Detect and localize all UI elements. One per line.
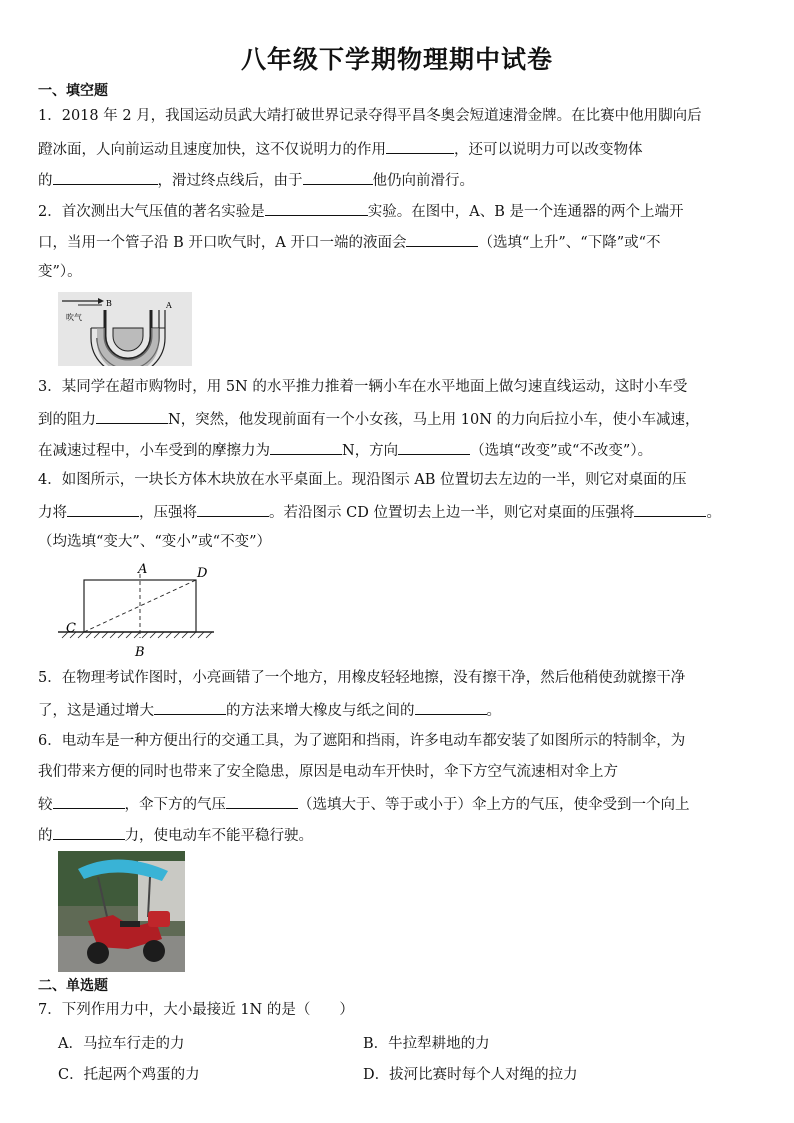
- scooter-seat: [120, 921, 140, 927]
- q1-text: 他仍向前滑行。: [372, 173, 474, 189]
- q4-text: 。: [706, 505, 721, 521]
- q4-text: 。若沿图示 CD 位置切去上边一半，则它对桌面的压强将: [269, 505, 635, 521]
- q5-text: 的方法来增大橡皮与纸之间的: [226, 703, 415, 719]
- q3-text: N，方向: [342, 443, 399, 459]
- q3-text: 在减速过程中，小车受到的摩擦力为: [38, 443, 270, 459]
- q3-blank-2[interactable]: [270, 439, 342, 455]
- q3-line-2: [38, 408, 700, 430]
- q4-line-3: （均选填“变大”、“变小”或“不变”）: [38, 534, 271, 550]
- q4-blank-1[interactable]: [67, 501, 139, 517]
- q3-line-3: [38, 439, 652, 461]
- page-title: 八年级下学期物理期中试卷: [240, 45, 553, 74]
- section-single-choice: 二、单选题: [38, 978, 108, 994]
- q2-line-3: 变”）。: [38, 264, 82, 280]
- q6-text: 的: [38, 828, 53, 844]
- q2-text: 2．首次测出大气压值的著名实验是: [38, 204, 265, 220]
- q7-option-b[interactable]: B．牛拉犁耕地的力: [363, 1036, 490, 1052]
- q4-blank-2[interactable]: [197, 501, 269, 517]
- q1-line-1: 1．2018 年 2 月，我国运动员武大靖打破世界记录夺得平昌冬奥会短道速滑金牌。在比赛中他用脚向后: [38, 108, 702, 124]
- q4-blank-3[interactable]: [634, 501, 706, 517]
- q2-text: （选填“上升”、“下降”或“不: [478, 235, 661, 251]
- q2-line-2: [38, 231, 661, 253]
- q3-blank-1[interactable]: [96, 408, 168, 424]
- q6-line-1: 6．电动车是一种方便出行的交通工具，为了遮阳和挡雨，许多电动车都安装了如图所示的特制伞，为: [38, 733, 686, 749]
- q5-blank-1[interactable]: [154, 699, 226, 715]
- q3-text: 到的阻力: [38, 412, 96, 428]
- q1-blank-3[interactable]: [303, 169, 373, 185]
- scooter-top-box: [148, 911, 170, 927]
- q4-line-1: 4．如图所示，一块长方体木块放在水平桌面上。现沿图示 AB 位置切去左边的一半，则它对桌面的压: [38, 472, 687, 488]
- q1-line-3: [38, 169, 474, 191]
- block-figure: [58, 560, 218, 660]
- q7-stem: 7．下列作用力中，大小最接近 1N 的是（ ）: [38, 1002, 354, 1018]
- q5-line-1: 5．在物理考试作图时，小亮画错了一个地方，用橡皮轻轻地擦，没有擦干净，然后他稍使劲就擦干净: [38, 670, 686, 686]
- opening-a-label: A: [166, 301, 172, 310]
- q1-blank-1[interactable]: [386, 138, 454, 154]
- q6-text: 力，使电动车不能平稳行驶。: [124, 828, 313, 844]
- q4-text: ，压强将: [139, 505, 197, 521]
- q5-text: 。: [486, 703, 501, 719]
- q6-line-4: [38, 824, 313, 846]
- q4-line-2: [38, 501, 721, 523]
- label-a: A: [138, 562, 148, 577]
- opening-b-label: B: [106, 299, 112, 308]
- q3-text: N，突然，他发现前面有一个小女孩，马上用 10N 的力向后拉小车，使小车减速，: [168, 412, 700, 428]
- q2-text: 口，当用一个管子沿 B 开口吹气时，A 开口一端的液面会: [38, 235, 407, 251]
- blow-label: 吹气: [66, 313, 82, 322]
- scooter-umbrella-photo: [58, 851, 185, 972]
- q2-line-1: [38, 200, 683, 222]
- q7-option-c[interactable]: C．托起两个鸡蛋的力: [58, 1067, 200, 1083]
- q4-text: 力将: [38, 505, 67, 521]
- q3-line-1: 3．某同学在超市购物时，用 5N 的水平推力推着一辆小车在水平地面上做匀速直线运动，这时小车受: [38, 379, 688, 395]
- q5-blank-2[interactable]: [415, 699, 487, 715]
- q7-option-d[interactable]: D．拔河比赛时每个人对绳的拉力: [363, 1067, 578, 1083]
- front-wheel: [87, 942, 109, 964]
- q2-text: 实验。在图中，A、B 是一个连通器的两个上端开: [367, 204, 684, 220]
- q3-blank-3[interactable]: [398, 439, 470, 455]
- q6-blank-3[interactable]: [53, 824, 125, 840]
- label-c: C: [66, 621, 76, 636]
- q5-line-2: [38, 699, 501, 721]
- q6-blank-2[interactable]: [226, 793, 298, 809]
- q6-blank-1[interactable]: [53, 793, 125, 809]
- q6-line-3: [38, 793, 690, 815]
- label-b: B: [135, 645, 145, 660]
- q6-line-2: 我们带来方便的同时也带来了安全隐患，原因是电动车开快时，伞下方空气流速相对伞上方: [38, 764, 618, 780]
- q1-text: 蹬冰面，人向前运动且速度加快，这不仅说明力的作用: [38, 142, 386, 158]
- q7-option-a[interactable]: A．马拉车行走的力: [58, 1036, 185, 1052]
- q1-text: 的: [38, 173, 53, 189]
- q5-text: 了，这是通过增大: [38, 703, 154, 719]
- q1-text: ，还可以说明力可以改变物体: [454, 142, 643, 158]
- table-hatching: [62, 632, 212, 638]
- section-fill-in-blank: 一、填空题: [38, 83, 108, 99]
- q6-text: ，伞下方的气压: [124, 797, 226, 813]
- q1-line-2: [38, 138, 643, 160]
- u-tube-figure: [58, 292, 192, 366]
- q6-text: （选填大于、等于或小于）伞上方的气压，使伞受到一个向上: [298, 797, 690, 813]
- q6-text: 较: [38, 797, 53, 813]
- rear-wheel: [143, 940, 165, 962]
- q1-text: ，滑过终点线后，由于: [157, 173, 303, 189]
- q1-blank-2[interactable]: [53, 169, 158, 185]
- q2-blank-2[interactable]: [406, 231, 478, 247]
- q2-blank-1[interactable]: [265, 200, 368, 216]
- label-d: D: [197, 566, 208, 581]
- q3-text: （选填“改变”或“不改变”）。: [470, 443, 653, 459]
